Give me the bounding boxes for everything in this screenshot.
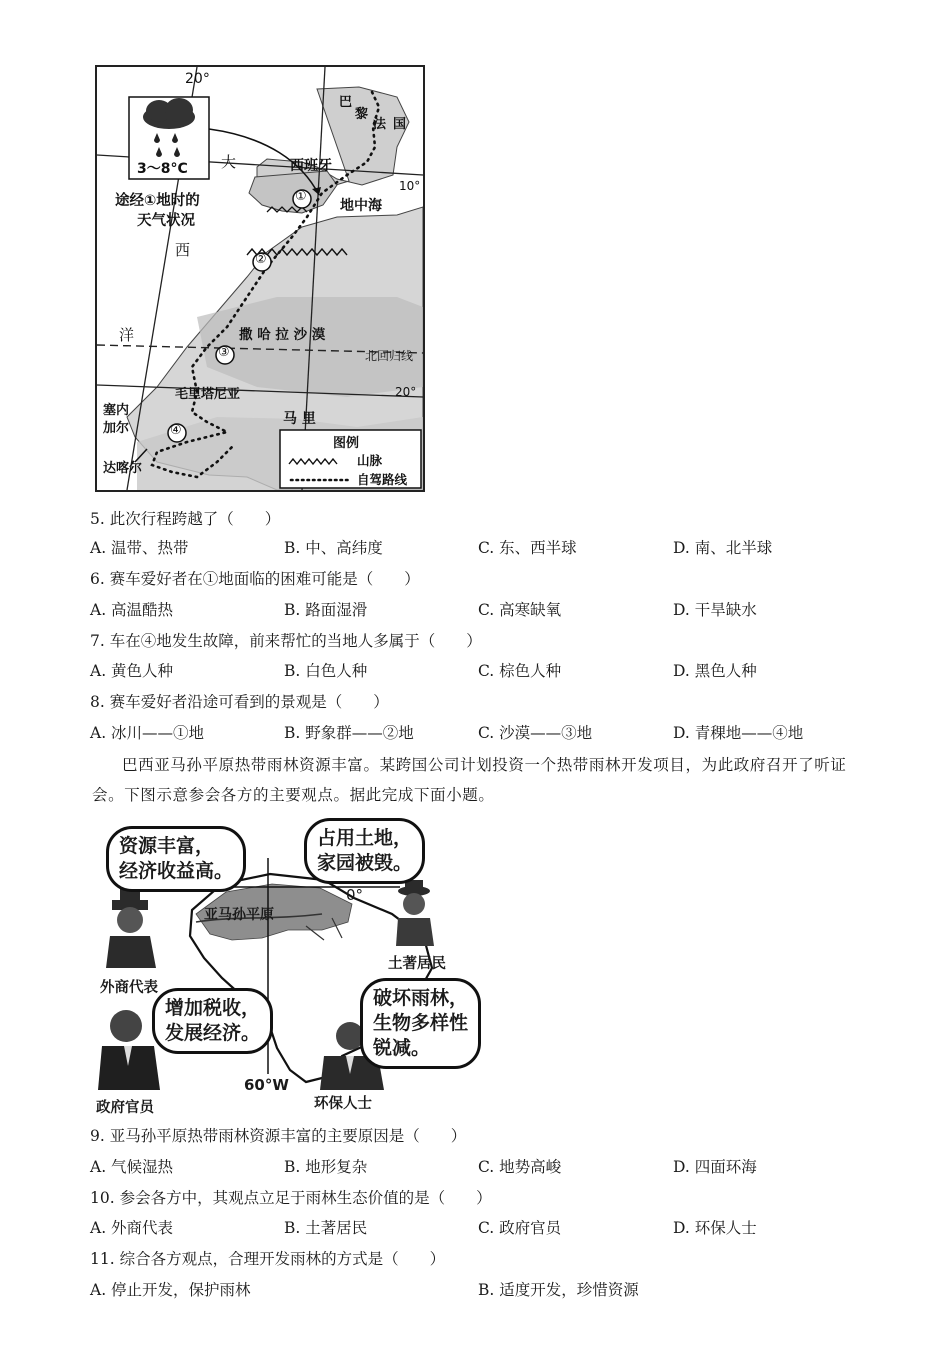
option-a: A. 气候湿热 (90, 1158, 174, 1176)
legend-mountain-label: 山脉 (357, 453, 383, 468)
mediterranean-label: 地中海 (340, 198, 382, 214)
dakar-label: 达喀尔 (103, 461, 143, 476)
option-b: B. 野象群——②地 (284, 724, 414, 742)
lon-10-label: 10° (399, 179, 421, 193)
paris-label-2: 黎 (355, 107, 369, 122)
france-label-2: 国 (393, 117, 407, 132)
option-a: A. 高温酷热 (90, 601, 174, 619)
spain-label: 西班牙 (290, 158, 332, 174)
investor-caption: 外商代表 (100, 980, 158, 996)
option-c: C. 棕色人种 (478, 662, 562, 680)
official-figure (98, 1010, 160, 1090)
option-a: A. 黄色人种 (90, 662, 174, 680)
ocean-label-xi: 西 (175, 241, 191, 259)
mauritania-label: 毛里塔尼亚 (175, 387, 241, 402)
question-stem: 11. 综合各方观点，合理开发雨林的方式是（ ） (90, 1250, 446, 1268)
tropic-label: 北回归线 (365, 349, 414, 363)
investor-speech-bubble: 资源丰富， 经济收益高。 (106, 826, 246, 892)
ocean-label-yang: 洋 (119, 326, 135, 344)
equator-label: 0° (346, 886, 364, 904)
question-stem: 6. 赛车爱好者在①地面临的困难可能是（ ） (90, 570, 420, 588)
option-c: C. 东、西半球 (478, 539, 577, 557)
point-2-label: ② (255, 252, 267, 267)
route-map (95, 65, 425, 492)
option-d: D. 青稞地——④地 (673, 724, 804, 742)
sahara-label: 撒 哈 拉 沙 漠 (239, 327, 326, 343)
point-1-label: ① (295, 189, 307, 204)
land-iberia (249, 171, 337, 213)
option-d: D. 环保人士 (673, 1219, 757, 1237)
mali-label: 马 里 (283, 411, 316, 427)
question-stem: 5. 此次行程跨越了（ ） (90, 510, 281, 528)
france-label-1: 法 (373, 117, 387, 132)
official-speech-bubble: 增加税收， 发展经济。 (152, 988, 273, 1054)
option-c: C. 地势高峻 (478, 1158, 562, 1176)
native-figure (396, 880, 434, 946)
legend-route-label: 自驾路线 (357, 472, 408, 487)
point-4-label: ④ (170, 423, 182, 438)
lat-20-right-label: 20° (395, 385, 417, 399)
question-stem: 8. 赛车爱好者沿途可看到的景观是（ ） (90, 693, 389, 711)
official-caption: 政府官员 (96, 1100, 154, 1116)
option-b: B. 适度开发，珍惜资源 (478, 1281, 639, 1299)
option-a: A. 冰川——①地 (90, 724, 205, 742)
option-d: D. 干旱缺水 (673, 601, 757, 619)
intro-paragraph: 巴西亚马孙平原热带雨林资源丰富。某跨国公司计划投资一个热带雨林开发项目，为此政府召开了听证会。下图示意参会各方的主要观点。据此完成下面小题。 (92, 756, 847, 804)
native-speech-bubble: 占用土地， 家园被毁。 (304, 818, 425, 884)
option-d: D. 四面环海 (673, 1158, 757, 1176)
senegal-label-1: 塞内 (103, 403, 130, 418)
option-d: D. 黑色人种 (673, 662, 757, 680)
investor-figure (106, 884, 156, 968)
point-3-label: ③ (218, 345, 230, 360)
option-a: A. 停止开发，保护雨林 (90, 1281, 251, 1299)
ocean-label-da: 大 (221, 153, 237, 171)
environmentalist-caption: 环保人士 (314, 1096, 372, 1112)
option-a: A. 温带、热带 (90, 539, 189, 557)
option-c: C. 沙漠——③地 (478, 724, 593, 742)
option-c: C. 政府官员 (478, 1219, 562, 1237)
weather-caption-1: 途经①地时的 (115, 193, 200, 209)
legend-title: 图例 (333, 436, 360, 451)
native-caption: 土著居民 (388, 956, 446, 972)
option-d: D. 南、北半球 (673, 539, 773, 557)
option-a: A. 外商代表 (90, 1219, 174, 1237)
lat-20-top-label: 20° (185, 71, 210, 87)
meridian-label: 60°W (244, 1076, 289, 1094)
option-b: B. 中、高纬度 (284, 539, 383, 557)
option-b: B. 土著居民 (284, 1219, 368, 1237)
amazon-plain-label: 亚马孙平原 (204, 907, 274, 923)
paris-label-1: 巴 (339, 95, 353, 110)
environmentalist-speech-bubble: 破坏雨林， 生物多样性 锐减。 (360, 978, 481, 1069)
question-stem: 10. 参会各方中，其观点立足于雨林生态价值的是（ ） (90, 1189, 492, 1207)
option-c: C. 高寒缺氧 (478, 601, 562, 619)
option-b: B. 地形复杂 (284, 1158, 368, 1176)
weather-temp: 3～8°C (137, 161, 188, 177)
option-b: B. 路面湿滑 (284, 601, 368, 619)
question-stem: 7. 车在④地发生故障，前来帮忙的当地人多属于（ ） (90, 632, 482, 650)
hearing-figure (92, 818, 492, 1116)
question-stem: 9. 亚马孙平原热带雨林资源丰富的主要原因是（ ） (90, 1127, 467, 1145)
senegal-label-2: 加尔 (103, 421, 130, 436)
option-b: B. 白色人种 (284, 662, 368, 680)
weather-caption-2: 天气状况 (137, 213, 195, 229)
